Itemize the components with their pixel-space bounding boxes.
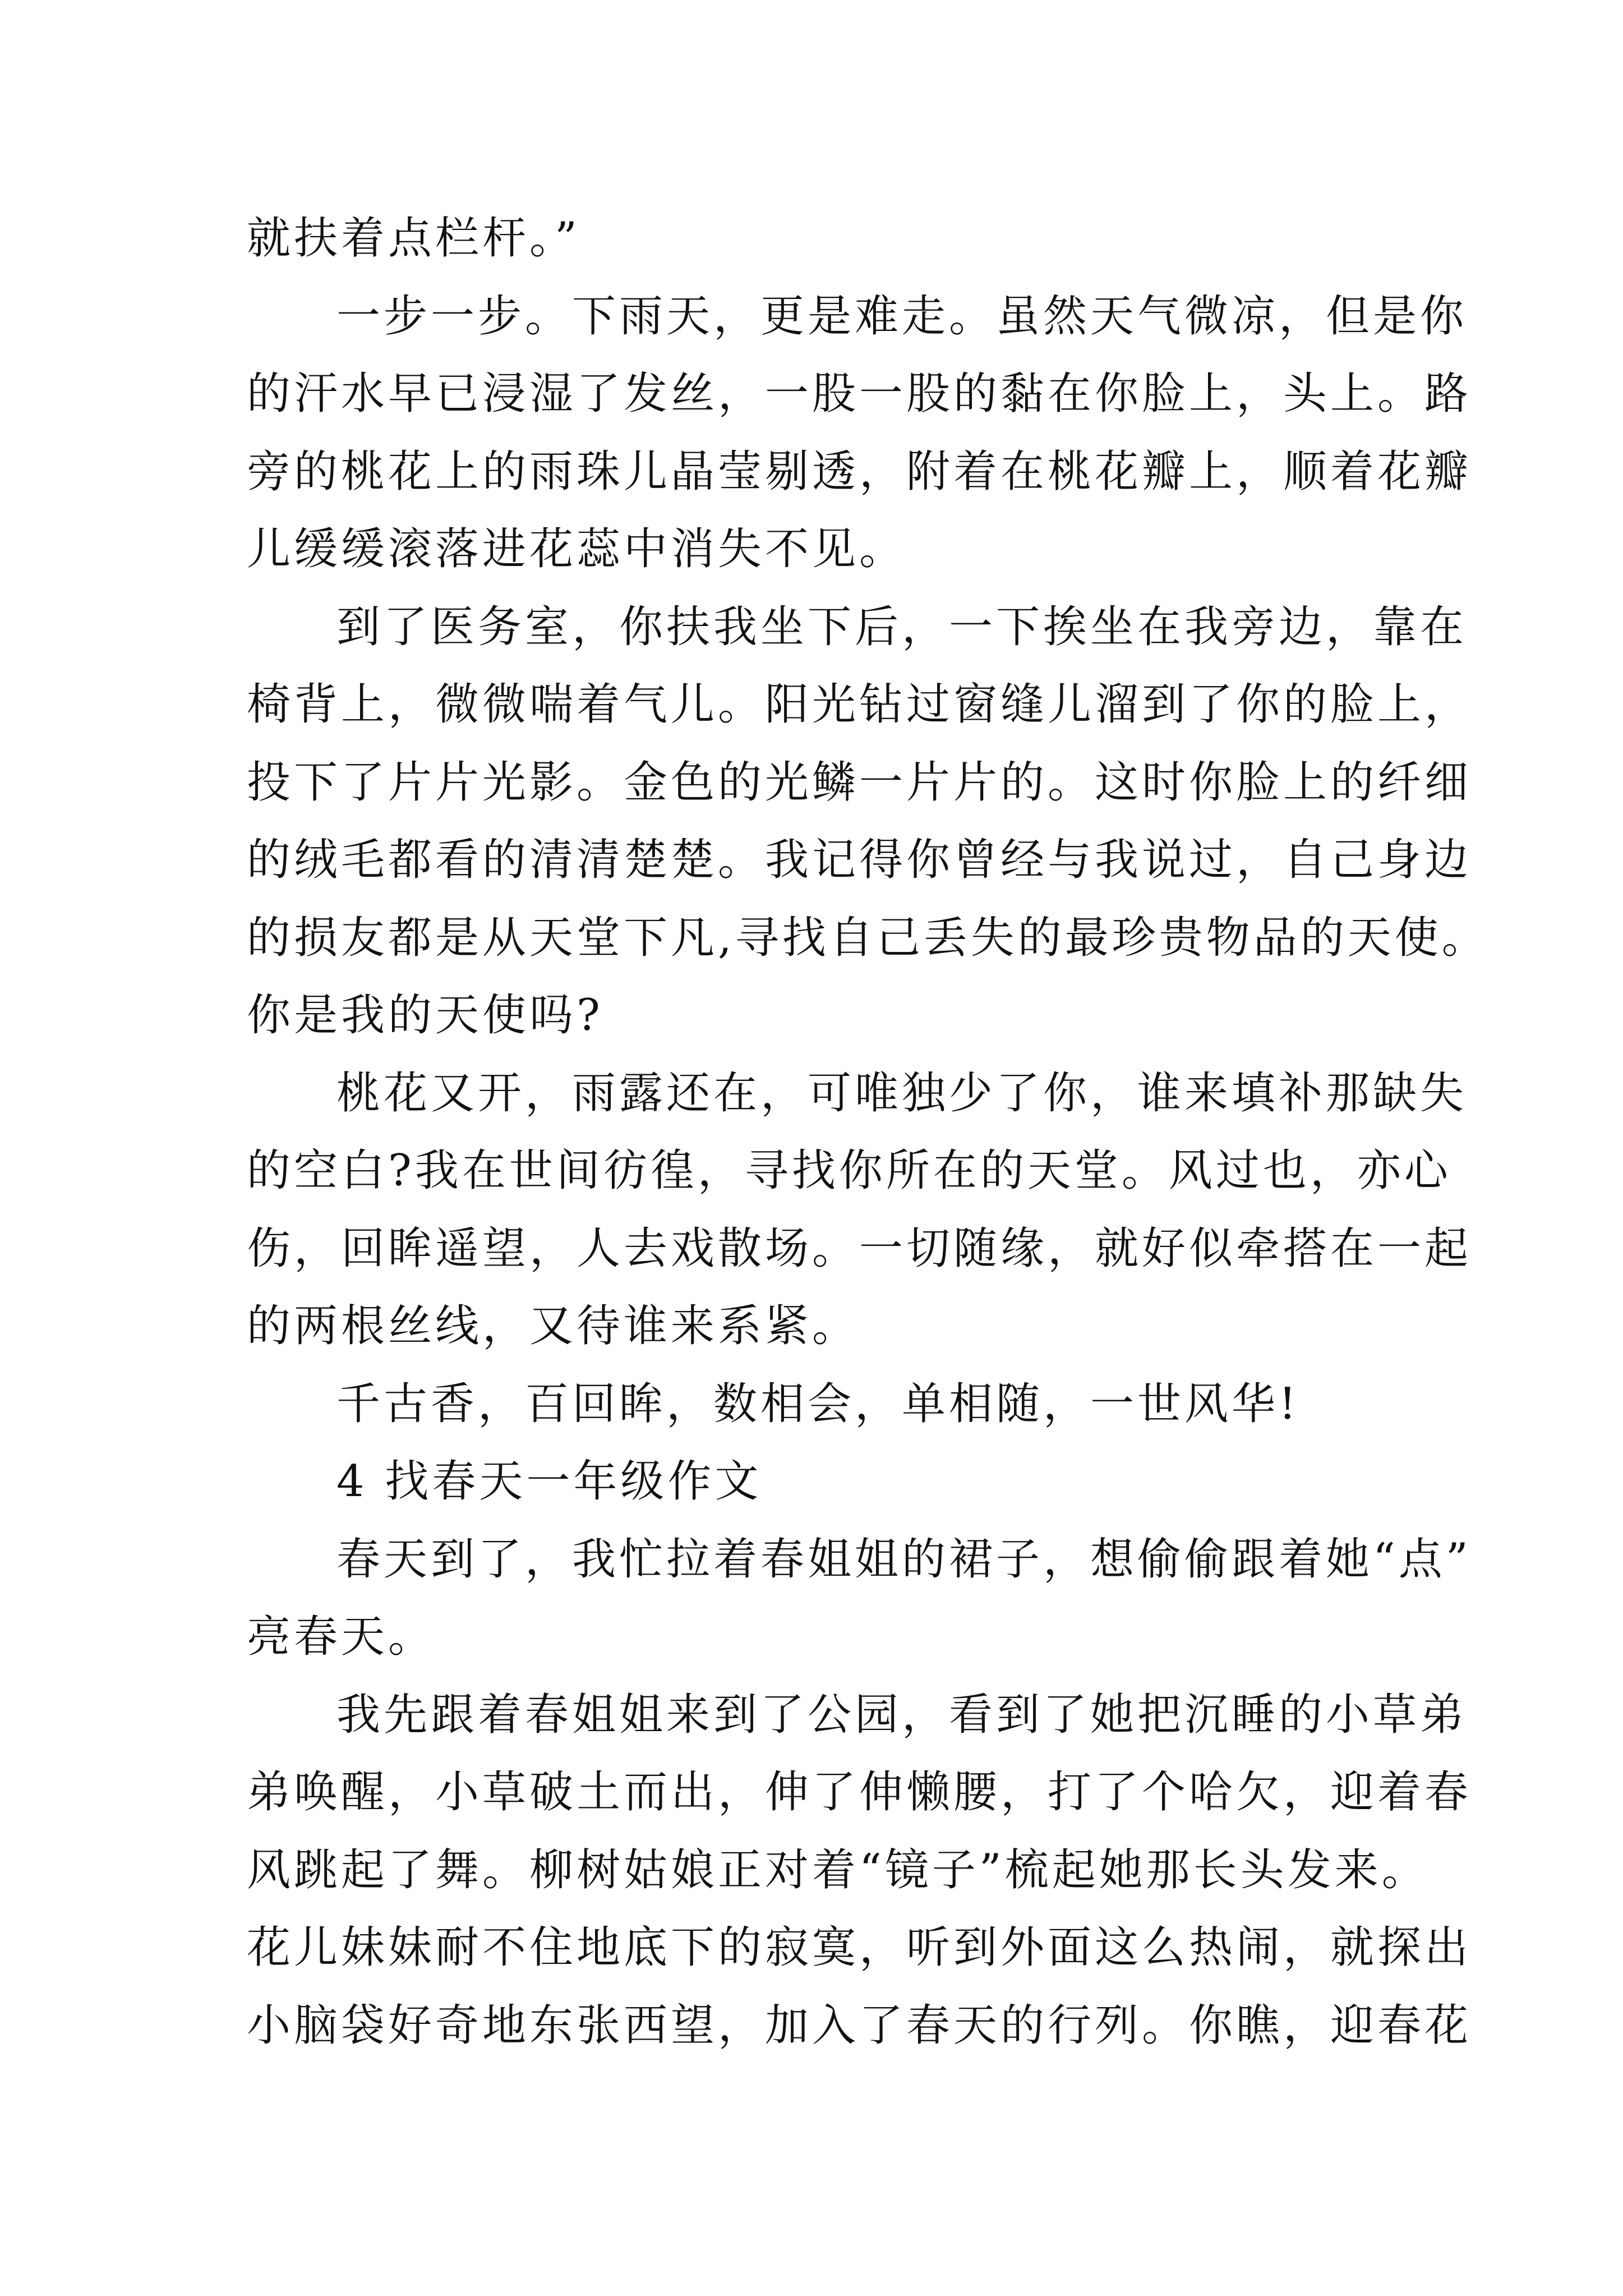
text-line: 小脑袋好奇地东张西望，加入了春天的行列。你瞧，迎春花	[247, 2000, 1472, 2051]
text-line: 的空白?我在世间彷徨，寻找你所在的天堂。风过也，亦心	[247, 1145, 1451, 1196]
text-line: 弟唤醒，小草破土而出，伸了伸懒腰，打了个哈欠，迎着春	[247, 1767, 1472, 1818]
text-line: 千古香，百回眸，数相会，单相随，一世风华!	[336, 1378, 1300, 1429]
text-line: 桃花又开，雨露还在，可唯独少了你，谁来填补那缺失	[336, 1068, 1468, 1119]
text-line: 的两根丝线，又待谁来系紧。	[247, 1301, 860, 1351]
text-line: 你是我的天使吗?	[247, 990, 603, 1041]
document-body	[247, 200, 1489, 2064]
text-line: 风跳起了舞。柳树姑娘正对着“镜子”梳起她那长头发来。	[247, 1844, 1429, 1895]
text-line: 的损友都是从天堂下凡,寻找自己丢失的最珍贵物品的天使。	[247, 912, 1489, 963]
text-line: 的绒毛都看的清清楚楚。我记得你曾经与我说过，自己身边	[247, 835, 1472, 885]
text-line: 亮春天。	[247, 1612, 436, 1662]
text-line: 旁的桃花上的雨珠儿晶莹剔透，附着在桃花瓣上，顺着花瓣	[247, 446, 1472, 497]
text-line: 4 找春天一年级作文	[336, 1456, 762, 1507]
text-line: 的汗水早已浸湿了发丝，一股一股的黏在你脸上，头上。路	[247, 369, 1472, 419]
text-line: 春天到了，我忙拉着春姐姐的裙子，想偷偷跟着她“点”	[336, 1534, 1472, 1585]
text-line: 就扶着点栏杆。”	[247, 213, 580, 264]
text-line: 我先跟着春姐姐来到了公园，看到了她把沉睡的小草弟	[336, 1689, 1468, 1740]
text-line: 儿缓缓滚落进花蕊中消失不见。	[247, 524, 907, 574]
text-line: 花儿妹妹耐不住地底下的寂寞，听到外面这么热闹，就探出	[247, 1922, 1472, 1973]
text-line: 伤，回眸遥望，人去戏散场。一切随缘，就好似牵搭在一起	[247, 1223, 1472, 1274]
text-line: 到了医务室，你扶我坐下后，一下挨坐在我旁边，靠在	[336, 601, 1468, 652]
text-line: 椅背上，微微喘着气儿。阳光钻过窗缝儿溜到了你的脸上，	[247, 679, 1472, 730]
text-line: 一步一步。下雨天，更是难走。虽然天气微凉，但是你	[336, 291, 1468, 342]
text-line: 投下了片片光影。金色的光鳞一片片的。这时你脸上的纤细	[247, 757, 1472, 808]
